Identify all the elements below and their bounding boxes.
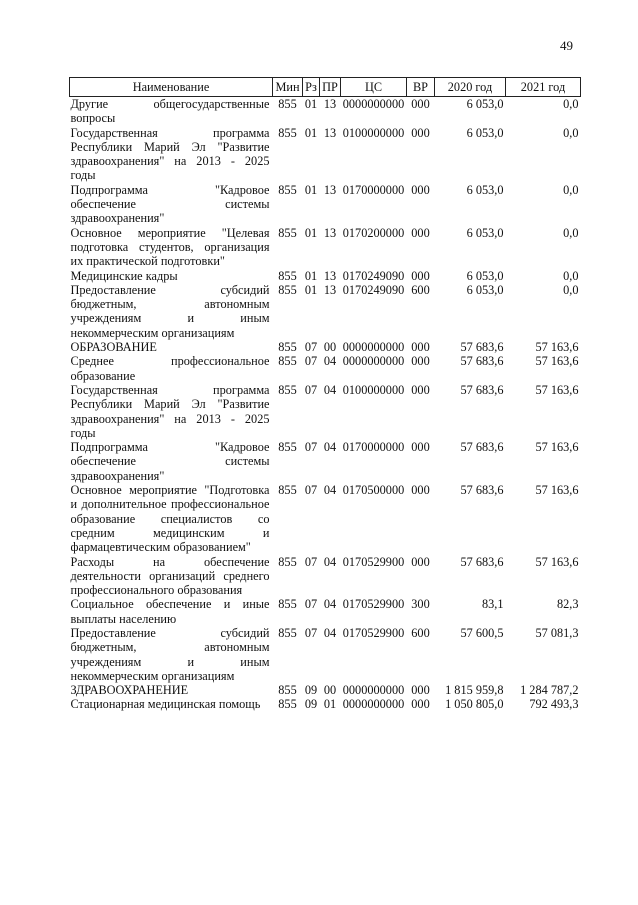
cell-name: Медицинские кадры [70,268,178,283]
cell-2020: 57 683,6 [460,554,504,569]
cell-min: 855 [278,182,297,197]
col-header-2020: 2020 год [435,78,506,97]
cell-name: Государственная программа Республики Марий Эл "Развитие здравоохранения" на 2013 - 2025 годы [70,125,270,183]
cell-vr: 000 [411,697,430,712]
cell-2021: 57 163,6 [535,382,579,397]
cell-2020: 6 053,0 [466,268,504,283]
cell-cs: 0170500000 [342,483,405,498]
cell-2020: 1 050 805,0 [445,697,504,712]
cell-min: 855 [278,125,297,140]
cell-name: Стационарная медицинская помощь [70,697,261,712]
cell-name: ОБРАЗОВАНИЕ [70,340,157,355]
col-header-rz: Рз [303,78,320,97]
table-row [70,226,581,269]
cell-vr: 000 [411,382,430,397]
cell-name: Среднее профессиональное образование [70,354,270,383]
cell-vr: 000 [411,340,430,355]
cell-vr: 600 [411,282,430,297]
cell-2021: 57 163,6 [535,483,579,498]
cell-name: Основное мероприятие "Подготовка и дополнительное профессиональное образование специалистов со средним медицинским и фармацевтическим образованием" [70,483,270,555]
cell-2020: 6 053,0 [466,182,504,197]
cell-rz: 09 [304,683,318,698]
cell-2020: 57 600,5 [460,625,504,640]
cell-vr: 000 [411,182,430,197]
cell-min: 855 [278,354,297,369]
cell-2020: 6 053,0 [466,125,504,140]
cell-2021: 57 163,6 [535,354,579,369]
cell-min: 855 [278,268,297,283]
cell-2020: 57 683,6 [460,340,504,355]
cell-pr: 04 [323,625,337,640]
header-row [70,78,581,97]
cell-cs: 0170000000 [342,440,405,455]
cell-rz: 01 [304,97,318,111]
cell-cs: 0000000000 [342,683,405,698]
col-header-pr: ПР [320,78,341,97]
cell-rz: 07 [304,625,318,640]
cell-cs: 0000000000 [342,97,405,111]
table-row [70,383,581,440]
table-row [70,555,581,598]
cell-cs: 0170200000 [342,225,405,240]
cell-name: Подпрограмма "Кадровое обеспечение системы здравоохранения" [70,182,270,226]
cell-cs: 0000000000 [342,340,405,355]
cell-2020: 6 053,0 [466,282,504,297]
col-header-min: Мин [273,78,303,97]
cell-pr: 13 [323,97,337,111]
cell-vr: 000 [411,554,430,569]
cell-vr: 000 [411,97,430,111]
table-row [70,183,581,226]
cell-2020: 57 683,6 [460,382,504,397]
cell-min: 855 [278,340,297,355]
cell-pr: 01 [323,697,337,712]
cell-vr: 000 [411,440,430,455]
cell-cs: 0170529900 [342,625,405,640]
cell-pr: 00 [323,683,337,698]
cell-min: 855 [278,625,297,640]
cell-min: 855 [278,554,297,569]
cell-rz: 07 [304,382,318,397]
table-row [70,483,581,554]
cell-pr: 13 [323,282,337,297]
cell-cs: 0000000000 [342,697,405,712]
table-row [70,697,581,711]
table-row [70,626,581,683]
cell-min: 855 [278,697,297,712]
table-row [70,97,581,126]
cell-name: Подпрограмма "Кадровое обеспечение системы здравоохранения" [70,440,270,483]
cell-rz: 07 [304,340,318,355]
cell-min: 855 [278,282,297,297]
cell-rz: 01 [304,282,318,297]
table-row [70,354,581,383]
cell-pr: 13 [323,268,337,283]
cell-2020: 57 683,6 [460,483,504,498]
cell-2020: 57 683,6 [460,354,504,369]
col-header-2021: 2021 год [506,78,581,97]
cell-2021: 1 284 787,2 [520,683,579,698]
cell-vr: 000 [411,125,430,140]
cell-name: Расходы на обеспечение деятельности организаций среднего профессионального образования [70,554,270,598]
cell-pr: 13 [323,125,337,140]
cell-min: 855 [278,382,297,397]
cell-2020: 1 815 959,8 [445,683,504,698]
cell-2021: 82,3 [556,597,579,612]
cell-2021: 0,0 [563,282,579,297]
table-row [70,340,581,354]
cell-cs: 0000000000 [342,354,405,369]
col-header-cs: ЦС [341,78,407,97]
cell-min: 855 [278,97,297,111]
cell-2021: 0,0 [563,125,579,140]
cell-rz: 01 [304,225,318,240]
cell-cs: 0100000000 [342,382,405,397]
cell-pr: 04 [323,483,337,498]
cell-vr: 000 [411,225,430,240]
cell-pr: 00 [323,340,337,355]
cell-2021: 57 163,6 [535,554,579,569]
cell-name: ЗДРАВООХРАНЕНИЕ [70,683,189,698]
table-row [70,683,581,697]
cell-rz: 01 [304,182,318,197]
cell-pr: 04 [323,382,337,397]
cell-2021: 0,0 [563,268,579,283]
cell-cs: 0170249090 [342,268,405,283]
cell-pr: 04 [323,597,337,612]
cell-rz: 07 [304,354,318,369]
cell-rz: 07 [304,440,318,455]
table-body [70,97,581,712]
cell-rz: 07 [304,554,318,569]
cell-min: 855 [278,225,297,240]
cell-vr: 300 [411,597,430,612]
table-row [70,269,581,283]
cell-cs: 0170529900 [342,597,405,612]
cell-pr: 04 [323,554,337,569]
table-header [70,78,581,97]
cell-pr: 04 [323,440,337,455]
cell-cs: 0170249090 [342,282,405,297]
cell-2020: 6 053,0 [466,97,504,111]
cell-rz: 01 [304,125,318,140]
cell-name: Государственная программа Республики Марий Эл "Развитие здравоохранения" на 2013 - 2025 годы [70,382,270,440]
cell-cs: 0170529900 [342,554,405,569]
cell-2021: 0,0 [563,182,579,197]
cell-2020: 83,1 [481,597,504,612]
table-row [70,283,581,340]
cell-rz: 09 [304,697,318,712]
col-header-vr: ВР [407,78,435,97]
cell-2021: 792 493,3 [529,697,579,712]
cell-min: 855 [278,440,297,455]
cell-2021: 57 081,3 [535,625,579,640]
cell-cs: 0170000000 [342,182,405,197]
table-row [70,597,581,626]
page-number: 49 [560,38,573,53]
cell-name: Предоставление субсидий бюджетным, автономным учреждениям и иным некоммерческим организациям [70,625,270,683]
cell-cs: 0100000000 [342,125,405,140]
cell-name: Социальное обеспечение и иные выплаты населению [70,597,270,626]
cell-vr: 000 [411,268,430,283]
cell-2021: 57 163,6 [535,340,579,355]
cell-pr: 13 [323,182,337,197]
cell-vr: 000 [411,483,430,498]
col-header-name: Наименование [70,78,273,97]
cell-rz: 07 [304,483,318,498]
cell-vr: 000 [411,683,430,698]
table-row [70,126,581,183]
cell-name: Другие общегосударственные вопросы [70,97,270,126]
cell-vr: 600 [411,625,430,640]
cell-vr: 000 [411,354,430,369]
cell-2021: 0,0 [563,225,579,240]
cell-name: Предоставление субсидий бюджетным, автономным учреждениям и иным некоммерческим организациям [70,282,270,340]
cell-2020: 6 053,0 [466,225,504,240]
table-row [70,440,581,483]
cell-2020: 57 683,6 [460,440,504,455]
cell-pr: 04 [323,354,337,369]
cell-2021: 0,0 [563,97,579,111]
cell-rz: 07 [304,597,318,612]
cell-rz: 01 [304,268,318,283]
cell-pr: 13 [323,225,337,240]
budget-table [69,77,581,712]
cell-name: Основное мероприятие "Целевая подготовка студентов, организация их практической подготовки" [70,225,270,269]
cell-2021: 57 163,6 [535,440,579,455]
cell-min: 855 [278,483,297,498]
cell-min: 855 [278,683,297,698]
cell-min: 855 [278,597,297,612]
